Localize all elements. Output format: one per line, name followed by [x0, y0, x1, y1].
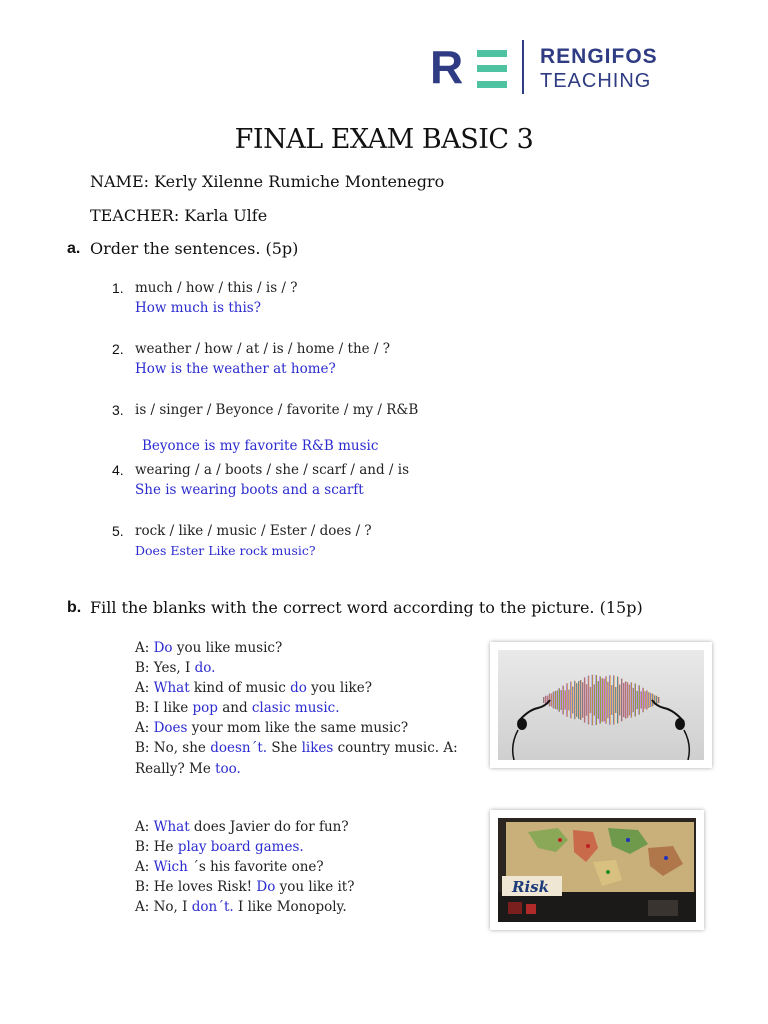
filled-blank: clasic music.	[251, 700, 340, 716]
rengifos-teaching-logo	[430, 40, 700, 96]
question-prompt: wearing / a / boots / she / scarf / and / is	[135, 462, 410, 478]
soundwave-earphones-image	[498, 650, 704, 760]
dialogue-line: A: What does Javier do for fun?	[135, 819, 349, 835]
question-number: 5.	[112, 523, 124, 539]
soundwave-bar	[633, 688, 634, 712]
filled-blank: doesn´t.	[210, 740, 268, 756]
question-prompt: weather / how / at / is / home / the / ?	[135, 341, 390, 357]
soundwave-bar	[617, 677, 618, 724]
soundwave-bar	[656, 696, 657, 704]
filled-blank: What	[153, 680, 190, 696]
question-prompt: rock / like / music / Ester / does / ?	[135, 523, 372, 539]
filled-blank: don´t.	[191, 899, 234, 915]
question-answer: How is the weather at home?	[135, 361, 336, 377]
question-number: 1.	[112, 280, 124, 296]
question-answer: Does Ester Like rock music?	[135, 543, 316, 558]
filled-blank: Wich	[153, 859, 188, 875]
soundwave-bar	[586, 684, 587, 715]
soundwave-bar	[592, 675, 593, 726]
soundwave-bar	[559, 688, 560, 711]
soundwave-bar	[598, 681, 599, 719]
section-b-letter: b.	[67, 599, 82, 616]
board-game-picture	[490, 810, 704, 930]
question-answer: Beyonce is my favorite R&B music	[142, 438, 379, 454]
question-answer: How much is this?	[135, 300, 261, 316]
dialogue-line: B: No, she doesn´t. She likes country music. A:	[135, 740, 458, 756]
dialogue-line: A: No, I don´t. I like Monopoly.	[135, 899, 347, 915]
dialogue-line: A: Do you like music?	[135, 640, 283, 656]
dialogue-line: Really? Me too.	[135, 761, 241, 777]
filled-blank: do.	[194, 660, 216, 676]
question-number: 2.	[112, 341, 124, 357]
music-picture	[490, 642, 712, 768]
soundwave-bar	[619, 685, 620, 716]
soundwave-bar	[578, 681, 579, 719]
soundwave-bar	[631, 682, 632, 717]
filled-blank: Does	[153, 720, 188, 736]
soundwave-bar	[555, 691, 556, 709]
filled-blank: Do	[256, 879, 276, 895]
soundwave-bar	[646, 690, 647, 709]
dialogue-line: A: What kind of music do you like?	[135, 680, 372, 696]
logo-brand-bottom: TEACHING	[540, 70, 652, 92]
soundwave-bar	[568, 690, 569, 711]
soundwave-bar	[648, 692, 649, 708]
soundwave-bar	[563, 686, 564, 715]
soundwave-bar	[551, 694, 552, 707]
logo-brand-top: RENGIFOS	[540, 45, 658, 68]
soundwave-bar	[582, 682, 583, 718]
dialogue-line: B: He play board games.	[135, 839, 304, 855]
filled-blank: What	[153, 819, 190, 835]
question-number: 3.	[112, 402, 124, 418]
soundwave-bar	[576, 683, 577, 717]
soundwave-bar	[557, 690, 558, 709]
risk-board-image	[498, 818, 696, 922]
soundwave-bar	[596, 675, 597, 725]
soundwave-bar	[602, 678, 603, 721]
dialogue-line: B: I like pop and clasic music.	[135, 700, 340, 716]
question-number: 4.	[112, 462, 124, 478]
soundwave-bar	[572, 686, 573, 713]
soundwave-bar	[609, 675, 610, 724]
soundwave-bar	[566, 683, 567, 716]
soundwave-bar	[574, 681, 575, 719]
soundwave-bar	[658, 697, 659, 703]
logo-divider	[522, 40, 524, 94]
question-prompt: is / singer / Beyonce / favorite / my / R&B	[135, 402, 419, 418]
soundwave-bar	[623, 683, 624, 717]
filled-blank: do	[290, 680, 307, 696]
soundwave-bar	[570, 682, 571, 719]
teacher-name: TEACHER: Karla Ulfe	[90, 206, 268, 225]
filled-blank: Do	[153, 640, 173, 656]
soundwave-bar	[629, 685, 630, 716]
section-a-heading: Order the sentences. (5p)	[90, 239, 299, 258]
student-name: NAME: Kerly Xilenne Rumiche Montenegro	[90, 172, 445, 191]
exam-title: FINAL EXAM BASIC 3	[234, 124, 534, 155]
dialogue-line: A: Wich ´s his favorite one?	[135, 859, 324, 875]
soundwave-bar	[590, 687, 591, 713]
soundwave-bar	[561, 690, 562, 710]
soundwave-bar	[605, 676, 606, 723]
soundwave-bar	[639, 685, 640, 714]
soundwave-bar	[588, 676, 589, 725]
soundwave-bar	[650, 693, 651, 707]
question-answer: She is wearing boots and a scarft	[135, 482, 364, 498]
soundwave-bar	[635, 683, 636, 716]
filled-blank: pop	[192, 700, 218, 716]
soundwave-bar	[580, 680, 581, 720]
soundwave-bar	[543, 697, 544, 703]
dialogue-line: B: Yes, I do.	[135, 660, 216, 676]
soundwave-bar	[600, 676, 601, 723]
section-b-heading: Fill the blanks with the correct word according to the picture. (15p)	[90, 598, 643, 617]
filled-blank: play board games.	[177, 839, 304, 855]
logo-letter-r: R	[430, 41, 465, 93]
soundwave-bar	[584, 677, 585, 722]
soundwave-bar	[625, 681, 626, 718]
soundwave-bar	[613, 675, 614, 724]
soundwave-bar	[594, 684, 595, 715]
soundwave-bar	[603, 679, 604, 722]
dialogue-line: A: Does your mom like the same music?	[135, 720, 409, 736]
soundwave-bar	[607, 682, 608, 719]
soundwave-bar	[621, 679, 622, 722]
dialogue-line: B: He loves Risk! Do you like it?	[135, 879, 355, 895]
soundwave-bar	[642, 688, 643, 713]
section-a-letter: a.	[67, 240, 81, 257]
soundwave-bar	[637, 691, 638, 709]
soundwave-bar	[644, 691, 645, 708]
soundwave-bar	[611, 685, 612, 715]
logo-e-bars	[477, 50, 507, 88]
filled-blank: too.	[215, 761, 241, 777]
soundwave-bar	[615, 687, 616, 713]
soundwave-bar	[641, 691, 642, 708]
filled-blank: likes	[301, 740, 334, 756]
risk-logo-text: Risk	[512, 878, 550, 896]
soundwave-bar	[627, 682, 628, 718]
soundwave-bar	[553, 692, 554, 709]
soundwave-bar	[564, 690, 565, 709]
question-prompt: much / how / this / is / ?	[135, 280, 298, 296]
